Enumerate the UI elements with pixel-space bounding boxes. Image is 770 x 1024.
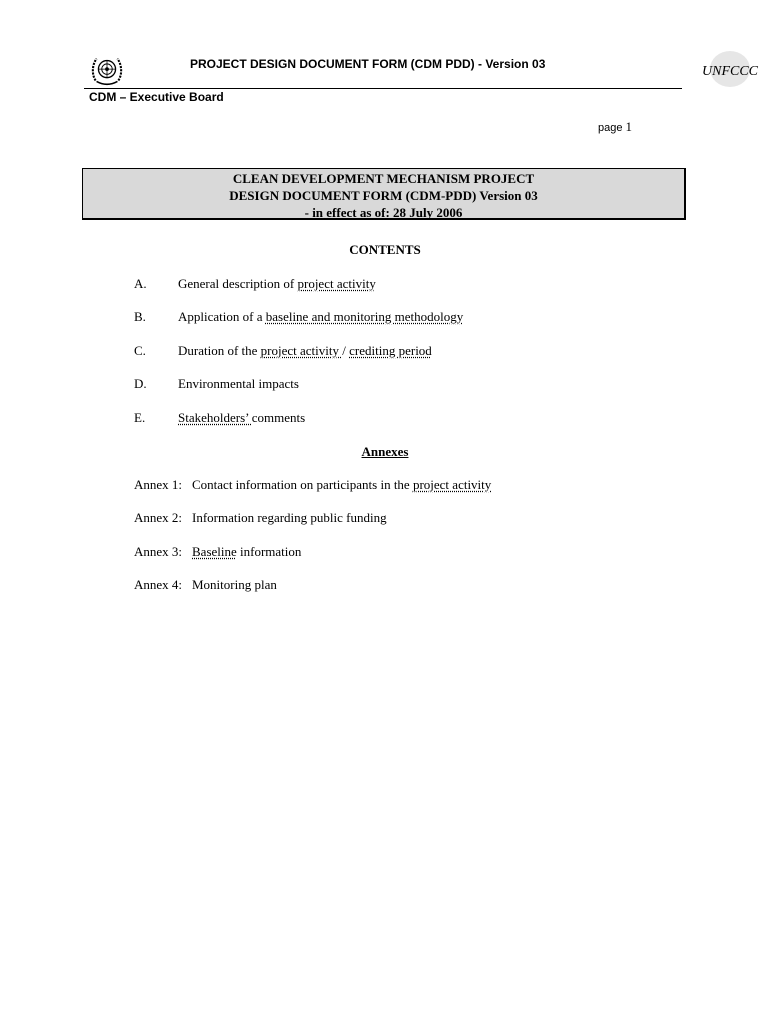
contents-item-letter: A. <box>134 276 147 291</box>
form-title-box <box>82 168 686 220</box>
un-emblem-icon <box>88 52 126 90</box>
annex-label: Annex 2: <box>134 510 183 525</box>
header-divider <box>84 88 682 89</box>
contents-item-letter: D. <box>134 376 147 391</box>
contents-item-text: Stakeholders’ comments <box>178 410 306 425</box>
contents-heading: CONTENTS <box>349 242 421 257</box>
glossary-link[interactable]: Stakeholders’ <box>178 410 252 425</box>
annex-item-4 <box>134 577 277 593</box>
form-title-line2: DESIGN DOCUMENT FORM (CDM-PDD) Version 03 <box>229 188 538 203</box>
annex-label: Annex 4: <box>134 577 183 592</box>
glossary-link[interactable]: project activity <box>260 343 343 358</box>
contents-item-letter: B. <box>134 309 146 324</box>
form-title-line1: CLEAN DEVELOPMENT MECHANISM PROJECT <box>232 171 535 186</box>
contents-item-letter: E. <box>134 410 146 425</box>
glossary-link[interactable]: baseline and monitoring methodology <box>265 309 464 324</box>
annex-text: Monitoring plan <box>192 577 277 592</box>
contents-item-letter: C. <box>134 343 146 358</box>
glossary-link[interactable]: crediting period <box>349 343 432 358</box>
page-number <box>598 119 632 135</box>
contents-item-text: Environmental impacts <box>178 376 299 391</box>
contents-item-text: General description of project activity <box>178 276 376 291</box>
contents-item-text: Duration of the project activity / crediting period <box>178 343 432 358</box>
annex-item-1 <box>134 477 492 493</box>
page-label: page <box>598 122 623 134</box>
glossary-link[interactable]: Baseline <box>192 544 237 559</box>
header-title: PROJECT DESIGN DOCUMENT FORM (CDM PDD) - Version 03 <box>190 57 546 71</box>
executive-board-label: CDM – Executive Board <box>89 90 224 104</box>
contents-item-text: Application of a baseline and monitoring methodology <box>178 309 464 324</box>
annex-item-3 <box>134 544 302 560</box>
unfccc-logo <box>700 45 759 89</box>
glossary-link[interactable]: project activity <box>412 477 492 492</box>
form-title-line3: - in effect as of: 28 July 2006 <box>304 205 463 220</box>
glossary-link[interactable]: project activity <box>297 276 376 291</box>
annex-label: Annex 3: <box>134 544 183 559</box>
annex-label: Annex 1: <box>134 477 183 492</box>
unfccc-logo-text: UNFCCC <box>702 64 759 79</box>
annexes-heading: Annexes <box>361 444 409 459</box>
annex-item-2 <box>134 510 387 526</box>
annex-text: Contact information on participants in the project activity <box>192 477 492 492</box>
annex-text: Information regarding public funding <box>192 510 387 525</box>
page-number-value: 1 <box>625 119 633 134</box>
annex-text: Baseline information <box>192 544 302 559</box>
